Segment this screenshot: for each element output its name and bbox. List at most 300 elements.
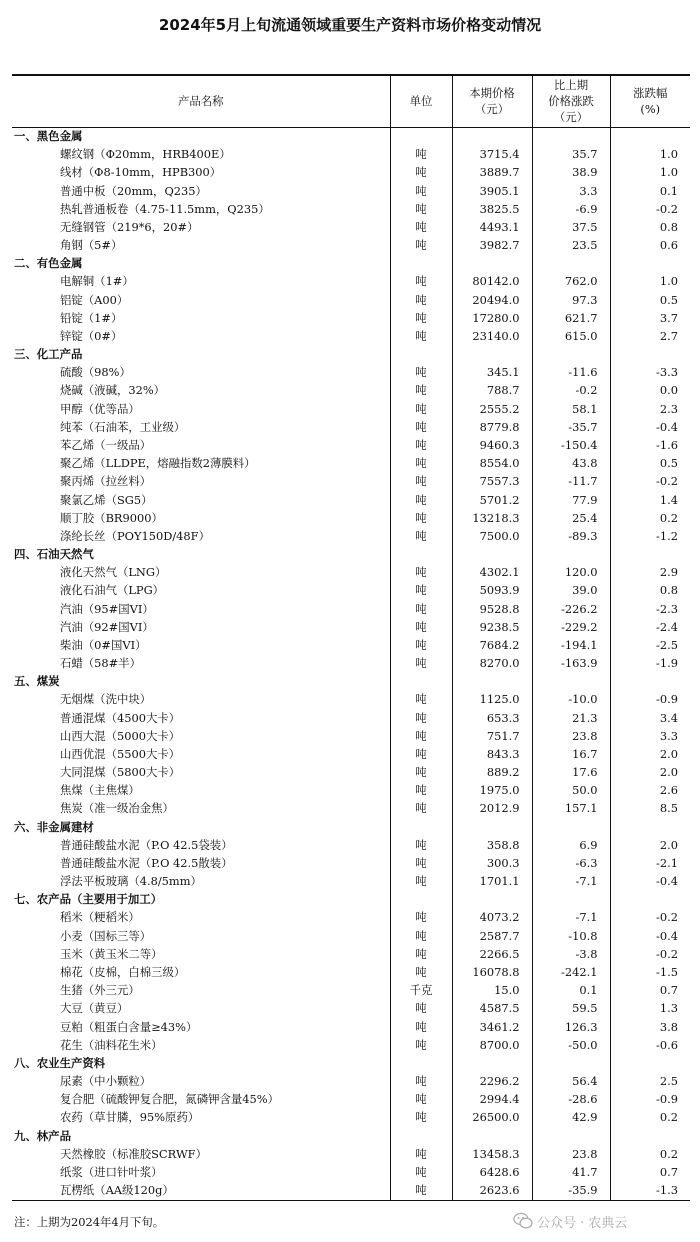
- unit-cell: 吨: [390, 691, 452, 709]
- category-name: 八、农业生产资料: [14, 1055, 106, 1070]
- product-name: 聚丙烯（拉丝料）: [60, 474, 152, 489]
- empty-cell: [452, 127, 532, 146]
- percent-cell: 3.3: [610, 727, 690, 745]
- category-name: 四、石油天然气: [14, 547, 94, 562]
- table-row: [12, 327, 690, 345]
- product-name: 稻米（粳稻米）: [60, 910, 140, 925]
- unit-cell: 吨: [390, 218, 452, 236]
- price-cell: 7557.3: [452, 473, 532, 491]
- percent-cell: -0.2: [610, 909, 690, 927]
- change-cell: 35.7: [532, 146, 610, 164]
- watermark: [513, 1208, 627, 1234]
- percent-cell: 1.3: [610, 1000, 690, 1018]
- price-cell: 843.3: [452, 745, 532, 763]
- percent-cell: 0.6: [610, 237, 690, 255]
- percent-cell: -1.3: [610, 1181, 690, 1200]
- percent-cell: -2.4: [610, 618, 690, 636]
- product-name: 线材（Φ8-10mm，HPB300）: [60, 165, 222, 180]
- percent-cell: -0.4: [610, 927, 690, 945]
- price-cell: 20494.0: [452, 291, 532, 309]
- product-name: 锌锭（0#）: [60, 328, 123, 343]
- change-cell: -7.1: [532, 909, 610, 927]
- unit-cell: 吨: [390, 291, 452, 309]
- empty-cell: [532, 545, 610, 563]
- unit-cell: 吨: [390, 182, 452, 200]
- header-price-line2: （元）: [474, 102, 510, 117]
- unit-cell: 吨: [390, 1091, 452, 1109]
- table-row: [12, 564, 690, 582]
- header-product-name: 产品名称: [12, 75, 390, 127]
- change-cell: 23.8: [532, 727, 610, 745]
- percent-cell: -0.2: [610, 945, 690, 963]
- change-cell: 120.0: [532, 564, 610, 582]
- percent-cell: 0.7: [610, 982, 690, 1000]
- product-name: 甲醇（优等品）: [60, 401, 140, 416]
- table-row: [12, 1163, 690, 1181]
- page-title: 2024年5月上旬流通领域重要生产资料市场价格变动情况: [158, 16, 542, 34]
- empty-cell: [610, 346, 690, 364]
- price-cell: 17280.0: [452, 309, 532, 327]
- empty-cell: [452, 545, 532, 563]
- category-name: 一、黑色金属: [14, 129, 83, 144]
- price-cell: 8779.8: [452, 418, 532, 436]
- unit-cell: 吨: [390, 1145, 452, 1163]
- price-cell: 8700.0: [452, 1036, 532, 1054]
- unit-cell: 吨: [390, 1000, 452, 1018]
- change-cell: -35.7: [532, 418, 610, 436]
- unit-cell: 吨: [390, 491, 452, 509]
- product-name: 农药（草甘膦，95%原药）: [60, 1110, 200, 1125]
- table-row: [12, 691, 690, 709]
- table-row: [12, 146, 690, 164]
- table-row: [12, 1181, 690, 1200]
- product-name: 山西大混（5000大卡）: [60, 728, 181, 743]
- empty-cell: [390, 255, 452, 273]
- percent-cell: 0.0: [610, 382, 690, 400]
- unit-cell: 吨: [390, 873, 452, 891]
- table-row: [12, 237, 690, 255]
- percent-cell: 2.6: [610, 782, 690, 800]
- table-row: [12, 1072, 690, 1090]
- header-unit: 单位: [390, 75, 452, 127]
- price-cell: 889.2: [452, 764, 532, 782]
- table-row: [12, 309, 690, 327]
- category-row: [12, 818, 690, 836]
- unit-cell: 吨: [390, 618, 452, 636]
- change-cell: 58.1: [532, 400, 610, 418]
- empty-cell: [610, 1054, 690, 1072]
- percent-cell: 3.4: [610, 709, 690, 727]
- percent-cell: -2.5: [610, 636, 690, 654]
- product-name: 电解铜（1#）: [60, 274, 134, 289]
- product-name: 汽油（92#国VI）: [60, 619, 154, 634]
- empty-cell: [610, 891, 690, 909]
- percent-cell: 2.7: [610, 327, 690, 345]
- price-cell: 345.1: [452, 364, 532, 382]
- price-cell: 358.8: [452, 836, 532, 854]
- unit-cell: 吨: [390, 1163, 452, 1181]
- table-row: [12, 764, 690, 782]
- percent-cell: -0.9: [610, 691, 690, 709]
- product-name: 尿素（中小颗粒）: [60, 1074, 152, 1089]
- price-cell: 3825.5: [452, 200, 532, 218]
- table-row: [12, 945, 690, 963]
- category-name: 七、农产品（主要用于加工）: [14, 892, 163, 907]
- empty-cell: [452, 1127, 532, 1145]
- product-name: 汽油（95#国VI）: [60, 601, 154, 616]
- category-row: [12, 255, 690, 273]
- table-row: [12, 800, 690, 818]
- percent-cell: -0.2: [610, 200, 690, 218]
- table-row: [12, 364, 690, 382]
- product-name: 花生（油料花生米）: [60, 1037, 163, 1052]
- unit-cell: 吨: [390, 963, 452, 981]
- price-cell: 8554.0: [452, 455, 532, 473]
- footnote: 注：上期为2024年4月下旬。: [14, 1215, 165, 1229]
- unit-cell: 吨: [390, 945, 452, 963]
- table-row: [12, 745, 690, 763]
- price-cell: 15.0: [452, 982, 532, 1000]
- table-row: [12, 418, 690, 436]
- category-row: [12, 1054, 690, 1072]
- change-cell: 762.0: [532, 273, 610, 291]
- percent-cell: 0.2: [610, 1109, 690, 1127]
- product-name: 普通硅酸盐水泥（P.O 42.5散装）: [60, 855, 233, 870]
- empty-cell: [452, 346, 532, 364]
- percent-cell: 0.2: [610, 509, 690, 527]
- percent-cell: -0.4: [610, 418, 690, 436]
- change-cell: 3.3: [532, 182, 610, 200]
- percent-cell: 0.5: [610, 455, 690, 473]
- header-percent-line1: 涨跌幅: [633, 86, 668, 101]
- product-name: 大同混煤（5800大卡）: [60, 765, 181, 780]
- unit-cell: 吨: [390, 654, 452, 672]
- unit-cell: 吨: [390, 745, 452, 763]
- category-row: [12, 545, 690, 563]
- change-cell: 77.9: [532, 491, 610, 509]
- price-cell: 3715.4: [452, 146, 532, 164]
- product-name: 铝锭（A00）: [60, 292, 129, 307]
- percent-cell: 0.8: [610, 582, 690, 600]
- empty-cell: [532, 818, 610, 836]
- change-cell: 23.8: [532, 1145, 610, 1163]
- unit-cell: 吨: [390, 473, 452, 491]
- change-cell: -242.1: [532, 963, 610, 981]
- product-name: 天然橡胶（标准胶SCRWF）: [60, 1146, 207, 1161]
- category-row: [12, 891, 690, 909]
- table-row: [12, 618, 690, 636]
- product-name: 普通硅酸盐水泥（P.O 42.5袋装）: [60, 837, 233, 852]
- watermark-text: 公众号 · 农典云: [537, 1215, 628, 1231]
- price-cell: 13458.3: [452, 1145, 532, 1163]
- change-cell: 21.3: [532, 709, 610, 727]
- product-name: 复合肥（硫酸钾复合肥，氮磷钾含量45%）: [60, 1092, 279, 1107]
- empty-cell: [390, 127, 452, 146]
- header-price: [452, 75, 532, 127]
- table-row: [12, 836, 690, 854]
- table-row: [12, 1036, 690, 1054]
- percent-cell: -1.5: [610, 963, 690, 981]
- table-row: [12, 182, 690, 200]
- price-cell: 7500.0: [452, 527, 532, 545]
- change-cell: -0.2: [532, 382, 610, 400]
- unit-cell: 吨: [390, 400, 452, 418]
- percent-cell: 0.8: [610, 218, 690, 236]
- change-cell: -50.0: [532, 1036, 610, 1054]
- change-cell: -7.1: [532, 873, 610, 891]
- percent-cell: -3.3: [610, 364, 690, 382]
- product-name: 生猪（外三元）: [60, 983, 140, 998]
- change-cell: 56.4: [532, 1072, 610, 1090]
- unit-cell: 吨: [390, 164, 452, 182]
- percent-cell: 0.2: [610, 1145, 690, 1163]
- product-name: 瓦楞纸（AA级120g）: [12, 1181, 390, 1200]
- product-name: 小麦（国标三等）: [60, 928, 152, 943]
- percent-cell: 3.7: [610, 309, 690, 327]
- product-name: 液化石油气（LPG）: [60, 583, 165, 598]
- unit-cell: 吨: [390, 927, 452, 945]
- table-row: [12, 582, 690, 600]
- product-name: 纯苯（石油苯，工业级）: [60, 419, 186, 434]
- price-cell: 653.3: [452, 709, 532, 727]
- empty-cell: [610, 818, 690, 836]
- table-row: [12, 218, 690, 236]
- product-name: 普通中板（20mm，Q235）: [60, 183, 207, 198]
- change-cell: 43.8: [532, 455, 610, 473]
- price-cell: 6428.6: [452, 1163, 532, 1181]
- empty-cell: [390, 545, 452, 563]
- table-row: [12, 909, 690, 927]
- product-name: 聚乙烯（LLDPE，熔融指数2薄膜料）: [60, 456, 256, 471]
- price-cell: 4587.5: [452, 1000, 532, 1018]
- unit-cell: 吨: [390, 1036, 452, 1054]
- price-cell: 9460.3: [452, 436, 532, 454]
- product-name: 顺丁胶（BR9000）: [60, 510, 163, 525]
- unit-cell: 吨: [390, 636, 452, 654]
- header-change-line3: （元）: [553, 110, 589, 125]
- table-row: [12, 382, 690, 400]
- percent-cell: 3.8: [610, 1018, 690, 1036]
- change-cell: 42.9: [532, 1109, 610, 1127]
- wechat-icon: [513, 1212, 533, 1230]
- unit-cell: 千克: [390, 982, 452, 1000]
- table-row: [12, 782, 690, 800]
- table-row: [12, 636, 690, 654]
- category-name: 二、有色金属: [14, 256, 83, 271]
- empty-cell: [532, 891, 610, 909]
- product-name: 涤纶长丝（POY150D/48F）: [60, 528, 210, 543]
- price-cell: 2587.7: [452, 927, 532, 945]
- unit-cell: 吨: [390, 600, 452, 618]
- percent-cell: 2.5: [610, 1072, 690, 1090]
- price-cell: 3461.2: [452, 1018, 532, 1036]
- unit-cell: 吨: [390, 455, 452, 473]
- empty-cell: [452, 1054, 532, 1072]
- table-row: [12, 527, 690, 545]
- percent-cell: -0.2: [610, 473, 690, 491]
- table-row: [12, 273, 690, 291]
- table-row: [12, 1000, 690, 1018]
- category-row: [12, 673, 690, 691]
- change-cell: -226.2: [532, 600, 610, 618]
- price-cell: 4302.1: [452, 564, 532, 582]
- empty-cell: [390, 1054, 452, 1072]
- header-percent-line2: (%): [640, 102, 661, 117]
- table-row: [12, 963, 690, 981]
- change-cell: 126.3: [532, 1018, 610, 1036]
- product-name: 浮法平板玻璃（4.8/5mm）: [60, 874, 202, 889]
- percent-cell: 2.0: [610, 764, 690, 782]
- percent-cell: -2.3: [610, 600, 690, 618]
- table-row: [12, 600, 690, 618]
- product-name: 山西优混（5500大卡）: [60, 746, 181, 761]
- table-body: [12, 127, 690, 1200]
- price-cell: 4493.1: [452, 218, 532, 236]
- percent-cell: 8.5: [610, 800, 690, 818]
- table-row: [12, 654, 690, 672]
- empty-cell: [390, 673, 452, 691]
- unit-cell: 吨: [390, 200, 452, 218]
- unit-cell: 吨: [390, 727, 452, 745]
- table-header-row: [12, 75, 690, 127]
- unit-cell: 吨: [390, 237, 452, 255]
- unit-cell: 吨: [390, 273, 452, 291]
- empty-cell: [532, 1054, 610, 1072]
- price-table: [12, 74, 690, 1201]
- price-cell: 300.3: [452, 854, 532, 872]
- price-cell: 788.7: [452, 382, 532, 400]
- table-row: [12, 1091, 690, 1109]
- price-cell: 2994.4: [452, 1091, 532, 1109]
- unit-cell: 吨: [390, 382, 452, 400]
- table-row: [12, 982, 690, 1000]
- table-row: [12, 1109, 690, 1127]
- product-name: 焦煤（主焦煤）: [60, 783, 140, 798]
- category-name: 三、化工产品: [14, 347, 83, 362]
- category-row: [12, 127, 690, 146]
- change-cell: -11.6: [532, 364, 610, 382]
- price-cell: 5701.2: [452, 491, 532, 509]
- empty-cell: [390, 891, 452, 909]
- unit-cell: 吨: [390, 836, 452, 854]
- percent-cell: 0.7: [610, 1163, 690, 1181]
- product-name: 无烟煤（洗中块）: [60, 692, 152, 707]
- percent-cell: 2.0: [610, 836, 690, 854]
- percent-cell: 1.4: [610, 491, 690, 509]
- price-cell: 26500.0: [452, 1109, 532, 1127]
- unit-cell: 吨: [390, 782, 452, 800]
- category-name: 九、林产品: [14, 1128, 71, 1143]
- product-name: 铅锭（1#）: [60, 310, 123, 325]
- change-cell: 615.0: [532, 327, 610, 345]
- unit-cell: 吨: [390, 1072, 452, 1090]
- change-cell: -10.8: [532, 927, 610, 945]
- empty-cell: [452, 673, 532, 691]
- unit-cell: 吨: [390, 582, 452, 600]
- product-name: 豆粕（粗蛋白含量≥43%）: [60, 1019, 198, 1034]
- change-cell: 39.0: [532, 582, 610, 600]
- product-name: 棉花（皮棉，白棉三级）: [60, 964, 186, 979]
- header-change: [532, 75, 610, 127]
- change-cell: 17.6: [532, 764, 610, 782]
- percent-cell: -0.4: [610, 873, 690, 891]
- product-name: 聚氯乙烯（SG5）: [60, 492, 153, 507]
- change-cell: -11.7: [532, 473, 610, 491]
- change-cell: 6.9: [532, 836, 610, 854]
- change-cell: -28.6: [532, 1091, 610, 1109]
- unit-cell: 吨: [390, 436, 452, 454]
- change-cell: 38.9: [532, 164, 610, 182]
- product-name: 热轧普通板卷（4.75-11.5mm，Q235）: [60, 201, 270, 216]
- percent-cell: -1.9: [610, 654, 690, 672]
- product-name: 硫酸（98%）: [60, 365, 131, 380]
- change-cell: -194.1: [532, 636, 610, 654]
- product-name: 无缝钢管（219*6，20#）: [60, 219, 199, 234]
- change-cell: 41.7: [532, 1163, 610, 1181]
- price-cell: 751.7: [452, 727, 532, 745]
- unit-cell: 吨: [390, 1181, 452, 1200]
- percent-cell: -0.6: [610, 1036, 690, 1054]
- price-cell: 23140.0: [452, 327, 532, 345]
- change-cell: -229.2: [532, 618, 610, 636]
- product-name: 液化天然气（LNG）: [60, 565, 167, 580]
- product-name: 柴油（0#国VI）: [60, 637, 147, 652]
- price-cell: 9238.5: [452, 618, 532, 636]
- change-cell: 59.5: [532, 1000, 610, 1018]
- header-percent: [610, 75, 690, 127]
- header-price-line1: 本期价格: [469, 86, 515, 101]
- empty-cell: [532, 673, 610, 691]
- change-cell: -10.0: [532, 691, 610, 709]
- price-cell: 3982.7: [452, 237, 532, 255]
- unit-cell: 吨: [390, 509, 452, 527]
- change-cell: -6.9: [532, 200, 610, 218]
- percent-cell: -2.1: [610, 854, 690, 872]
- table-row: [12, 291, 690, 309]
- empty-cell: [452, 891, 532, 909]
- empty-cell: [390, 1127, 452, 1145]
- price-cell: 9528.8: [452, 600, 532, 618]
- price-cell: 2555.2: [452, 400, 532, 418]
- product-name: 烧碱（液碱，32%）: [60, 383, 166, 398]
- table-row: [12, 455, 690, 473]
- price-cell: 7684.2: [452, 636, 532, 654]
- product-name: 大豆（黄豆）: [60, 1001, 129, 1016]
- empty-cell: [610, 545, 690, 563]
- table-row: [12, 727, 690, 745]
- unit-cell: 吨: [390, 909, 452, 927]
- percent-cell: 2.0: [610, 745, 690, 763]
- product-name: 普通混煤（4500大卡）: [60, 710, 181, 725]
- change-cell: 50.0: [532, 782, 610, 800]
- price-cell: 1975.0: [452, 782, 532, 800]
- price-cell: 8270.0: [452, 654, 532, 672]
- table-row: [12, 400, 690, 418]
- price-cell: 1701.1: [452, 873, 532, 891]
- percent-cell: 1.0: [610, 146, 690, 164]
- empty-cell: [610, 255, 690, 273]
- unit-cell: 吨: [390, 1109, 452, 1127]
- unit-cell: 吨: [390, 764, 452, 782]
- empty-cell: [532, 346, 610, 364]
- table-row: [12, 200, 690, 218]
- product-name: 焦炭（准一级冶金焦）: [60, 801, 174, 816]
- change-cell: -6.3: [532, 854, 610, 872]
- percent-cell: 2.9: [610, 564, 690, 582]
- unit-cell: 吨: [390, 564, 452, 582]
- table-row: [12, 709, 690, 727]
- product-name: 苯乙烯（一级品）: [60, 438, 152, 452]
